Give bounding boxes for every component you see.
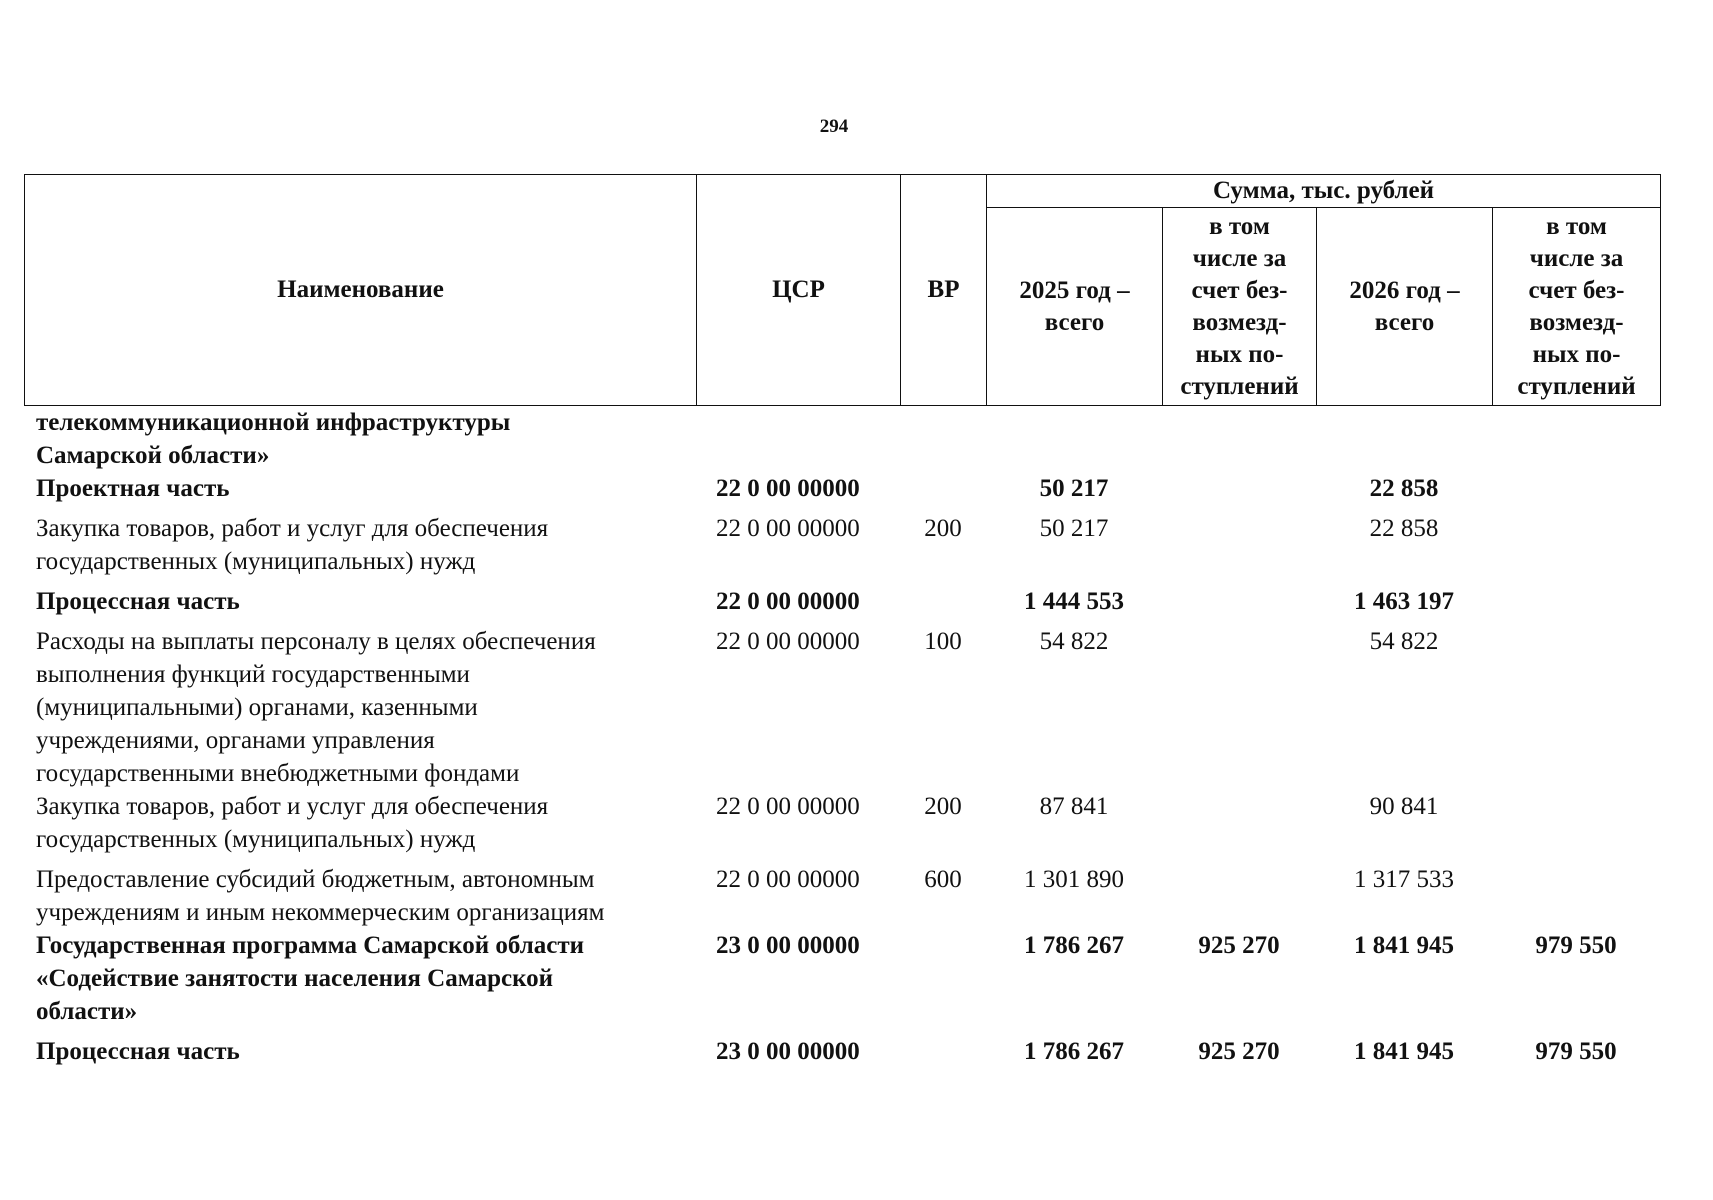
column-header-2025-total: 2025 год – всего <box>987 208 1163 406</box>
row-csr-cell <box>696 406 900 472</box>
row-vr-cell <box>900 929 986 1028</box>
row-csr-cell: 22 0 00 00000 <box>716 793 860 820</box>
row-2026-total-cell: 90 841 <box>1369 793 1439 820</box>
row-2026-free-cell: 979 550 <box>1535 1038 1617 1065</box>
row-csr-cell: 23 0 00 00000 <box>716 1038 860 1065</box>
column-header-2026-total: 2026 год – всего <box>1317 208 1493 406</box>
row-vr-cell <box>900 472 986 505</box>
row-2025-free-cell: 925 270 <box>1198 932 1280 959</box>
row-vr-cell: 200 <box>924 515 962 542</box>
row-2025-total-cell: 50 217 <box>1039 475 1109 502</box>
table-row <box>24 578 1660 618</box>
row-name-cell: Предоставление субсидий бюджетным, автономным учреждениям и иным некоммерческим организациям <box>36 866 605 926</box>
row-2025-total-cell: 54 822 <box>1039 628 1109 655</box>
row-2026-free-cell: 979 550 <box>1535 932 1617 959</box>
row-2026-free-cell <box>1492 472 1660 505</box>
column-header-2025-free: в том числе за счет без- возмезд- ных по- ступлений <box>1163 208 1317 406</box>
row-2026-total-cell: 1 317 533 <box>1354 866 1454 893</box>
row-2025-free-cell <box>1162 790 1316 856</box>
row-2026-free-cell <box>1492 406 1660 472</box>
row-csr-cell: 22 0 00 00000 <box>716 628 860 655</box>
row-2026-total-cell: 22 858 <box>1369 475 1439 502</box>
column-header-vr: ВР <box>901 175 987 406</box>
row-vr-cell <box>900 578 986 618</box>
table-row <box>24 406 1660 472</box>
row-vr-cell <box>900 1028 986 1068</box>
row-name-cell: Закупка товаров, работ и услуг для обеспечения государственных (муниципальных) нужд <box>36 793 549 853</box>
row-name-cell: телекоммуникационной инфраструктуры Самарской области» <box>36 409 511 469</box>
row-2025-free-cell <box>1162 406 1316 472</box>
row-2025-free-cell <box>1162 505 1316 578</box>
row-2025-total-cell: 1 444 553 <box>1024 588 1124 615</box>
row-2026-free-cell <box>1492 856 1660 929</box>
row-2025-total-cell <box>986 406 1162 472</box>
table-row <box>24 505 1660 578</box>
column-header-name: Наименование <box>25 175 697 406</box>
row-2026-free-cell <box>1492 790 1660 856</box>
row-2026-total-cell: 22 858 <box>1369 515 1439 542</box>
row-2025-total-cell: 1 786 267 <box>1024 1038 1124 1065</box>
row-2025-total-cell: 1 786 267 <box>1024 932 1124 959</box>
row-2026-total-cell: 1 463 197 <box>1354 588 1454 615</box>
row-2025-free-cell <box>1162 856 1316 929</box>
row-name-cell: Процессная часть <box>36 1038 240 1065</box>
table-row <box>24 929 1660 1028</box>
row-2025-total-cell: 1 301 890 <box>1024 866 1124 893</box>
row-csr-cell: 22 0 00 00000 <box>716 515 860 542</box>
table-row <box>24 618 1660 790</box>
column-header-csr: ЦСР <box>697 175 901 406</box>
table-row <box>24 472 1660 505</box>
row-2026-total-cell: 1 841 945 <box>1354 1038 1454 1065</box>
row-name-cell: Закупка товаров, работ и услуг для обеспечения государственных (муниципальных) нужд <box>36 515 549 575</box>
row-2026-total-cell <box>1316 406 1492 472</box>
row-csr-cell: 22 0 00 00000 <box>716 475 860 502</box>
table-header <box>24 174 1661 406</box>
table-row <box>24 1028 1660 1068</box>
row-name-cell: Проектная часть <box>36 475 230 502</box>
row-name-cell: Государственная программа Самарской области «Содействие занятости населения Самарской области» <box>36 932 585 1025</box>
row-2025-free-cell <box>1162 618 1316 790</box>
table-row <box>24 790 1660 856</box>
row-2026-free-cell <box>1492 505 1660 578</box>
row-2026-total-cell: 54 822 <box>1369 628 1439 655</box>
row-2025-free-cell: 925 270 <box>1198 1038 1280 1065</box>
row-2026-free-cell <box>1492 578 1660 618</box>
row-vr-cell: 200 <box>924 793 962 820</box>
row-2025-free-cell <box>1162 472 1316 505</box>
table-row <box>24 856 1660 929</box>
row-2026-free-cell <box>1492 618 1660 790</box>
row-2025-total-cell: 87 841 <box>1039 793 1109 820</box>
table-body <box>24 406 1660 1068</box>
row-csr-cell: 22 0 00 00000 <box>716 866 860 893</box>
row-vr-cell: 100 <box>924 628 962 655</box>
row-csr-cell: 23 0 00 00000 <box>716 932 860 959</box>
column-header-sum-group: Сумма, тыс. рублей <box>987 175 1661 208</box>
page-number: 294 <box>819 116 849 137</box>
column-header-2026-free: в том числе за счет без- возмезд- ных по- ступлений <box>1493 208 1661 406</box>
row-csr-cell: 22 0 00 00000 <box>716 588 860 615</box>
row-name-cell: Процессная часть <box>36 588 240 615</box>
row-2025-free-cell <box>1162 578 1316 618</box>
row-name-cell: Расходы на выплаты персоналу в целях обеспечения выполнения функций государственными (муниципальными) органами, казенными учреждениями, органами управления государственными внебюджетными фондами <box>36 628 596 787</box>
row-vr-cell: 600 <box>924 866 962 893</box>
row-vr-cell <box>900 406 986 472</box>
row-2025-total-cell: 50 217 <box>1039 515 1109 542</box>
row-2026-total-cell: 1 841 945 <box>1354 932 1454 959</box>
